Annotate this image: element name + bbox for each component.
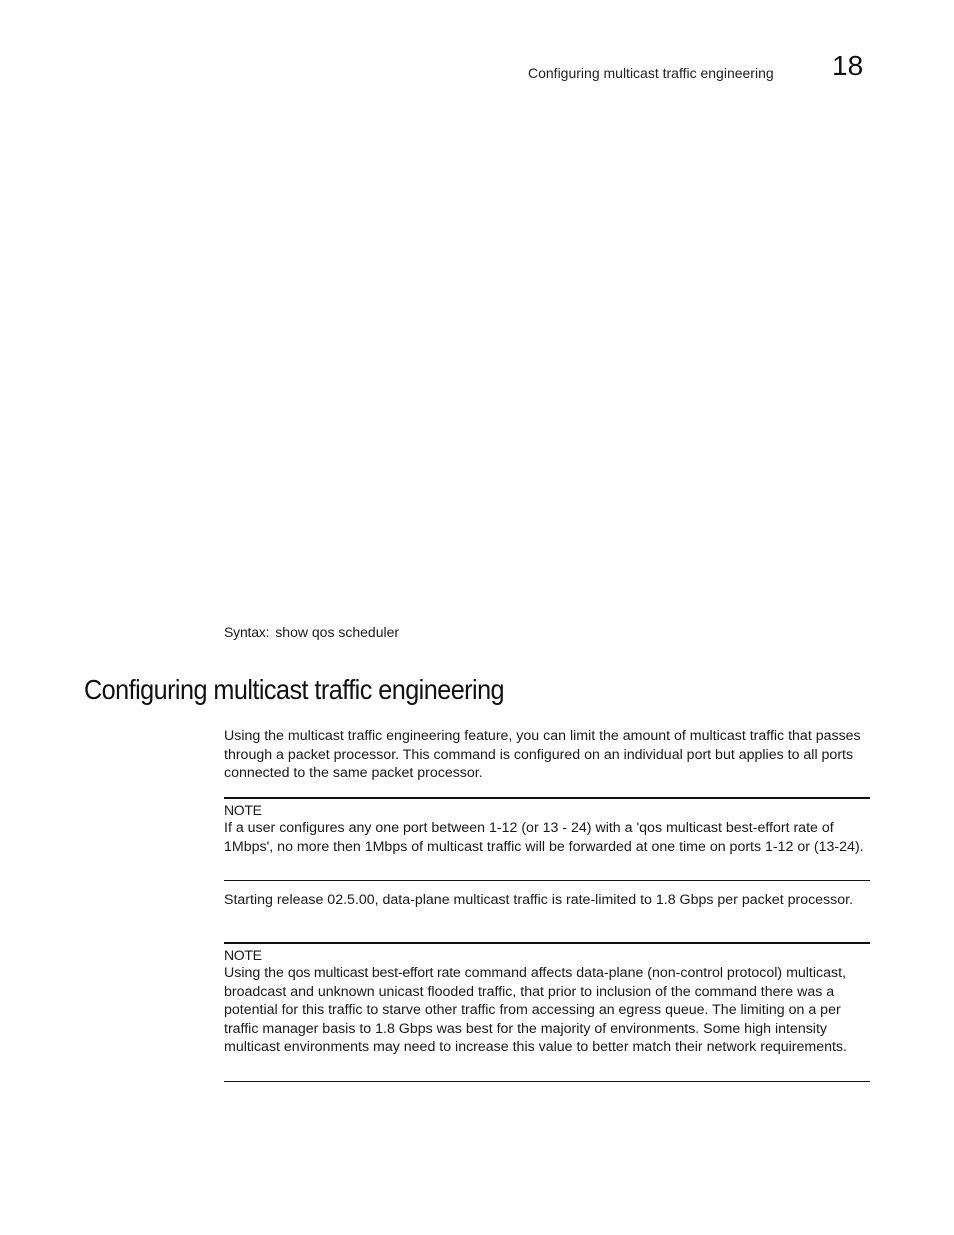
chapter-number: 18 xyxy=(832,50,864,81)
note-label: NOTE xyxy=(224,802,262,818)
note-box xyxy=(224,797,870,881)
intro-paragraph: Using the multicast traffic engineering feature, you can limit the amount of multicast traffic that passes through a packet processor. This command is configured on an individual port but applies to all ports connected to the same packet processor. xyxy=(224,728,861,782)
note-box-2 xyxy=(224,942,870,1082)
syntax-line xyxy=(224,624,399,640)
command-name: qos multicast best-effort rate xyxy=(287,965,461,981)
note-body-2 xyxy=(224,964,870,1057)
note-body: If a user configures any one port between 1-12 (or 13 - 24) with a 'qos multicast best-effort rate of 1Mbps', no more then 1Mbps of multicast traffic will be forwarded at one time on ports 1-12 or (13-24). xyxy=(224,820,864,855)
running-header-title: Configuring multicast traffic engineering xyxy=(528,65,774,81)
syntax-label: Syntax: xyxy=(224,624,270,640)
note-body-prefix: Using the xyxy=(224,965,288,981)
section-title: Configuring multicast traffic engineering xyxy=(84,674,505,705)
note-body-suffix: command affects data-plane (non-control protocol) multicast, broadcast and unknown unicast flooded traffic, that prior to inclusion of the command there was a potential for this traffic to starve other traffic from accessing an egress queue. The limiting on a per traffic manager basis to 1.8 Gbps was best for the majority of environments. Some high intensity multicast environments may need to increase this value to better match their network requirements. xyxy=(224,965,847,1056)
release-paragraph: Starting release 02.5.00, data-plane multicast traffic is rate-limited to 1.8 Gbps per packet processor. xyxy=(224,892,854,908)
note-label-2: NOTE xyxy=(224,947,262,963)
syntax-command: show qos scheduler xyxy=(275,624,400,640)
